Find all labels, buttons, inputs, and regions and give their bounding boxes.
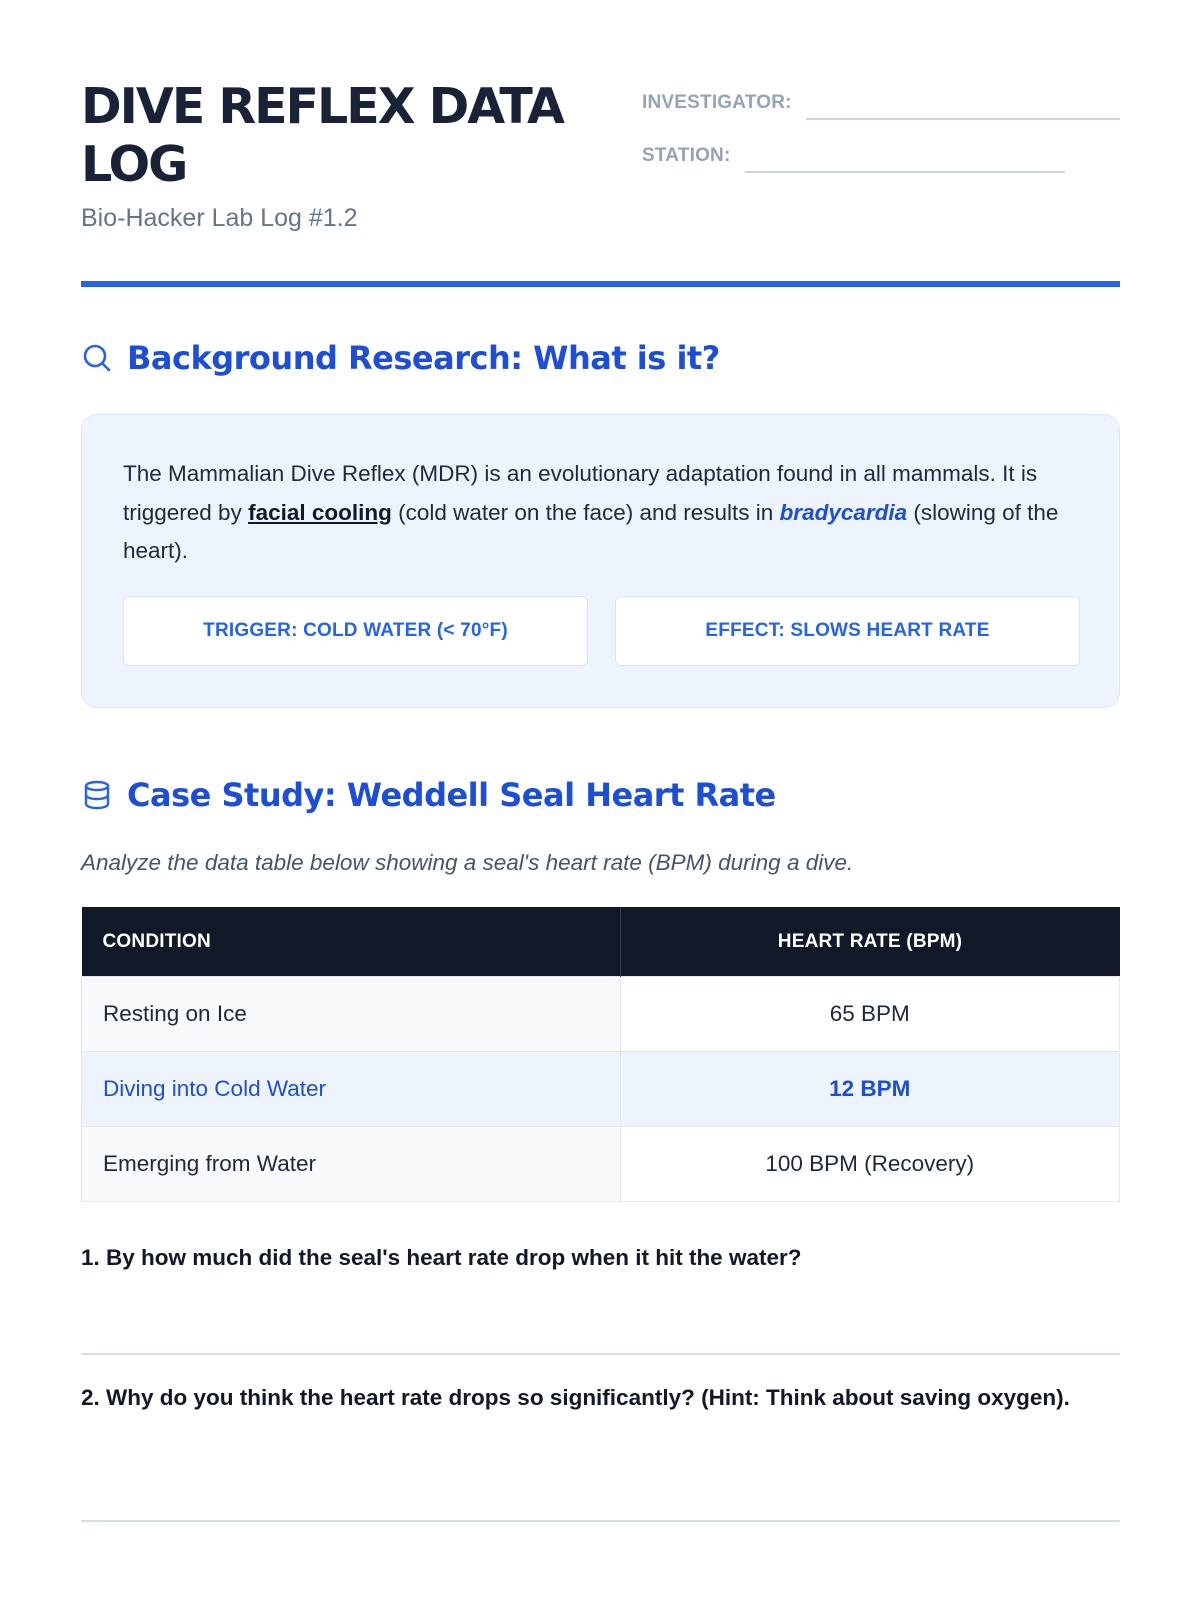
answer-line-1[interactable] <box>81 1353 1120 1355</box>
column-header-condition: CONDITION <box>82 907 621 977</box>
background-text-3: (slowing of the heart). <box>123 499 1059 563</box>
search-icon <box>81 342 113 374</box>
investigator-field[interactable] <box>806 88 1120 120</box>
cell-condition: Diving into Cold Water <box>82 1052 621 1127</box>
case-study-heading <box>81 776 776 814</box>
question-2: 2. Why do you think the heart rate drops so significantly? (Hint: Think about saving oxygen). <box>81 1385 1070 1410</box>
worksheet-page <box>81 0 1120 1410</box>
term-bradycardia: bradycardia <box>779 499 908 525</box>
station-row <box>642 139 1120 173</box>
cell-condition: Emerging from Water <box>82 1127 621 1202</box>
answer-line-2[interactable] <box>81 1520 1120 1522</box>
cell-heart-rate: 100 BPM (Recovery) <box>620 1127 1120 1202</box>
background-heading <box>81 339 720 377</box>
investigator-label: INVESTIGATOR: <box>642 92 792 113</box>
table-row-highlighted <box>82 1052 1120 1127</box>
cell-heart-rate: 65 BPM <box>620 977 1120 1052</box>
table-row <box>82 977 1120 1052</box>
heart-rate-table <box>81 907 1120 1202</box>
student-info-fields <box>642 86 1120 192</box>
background-text-2: (cold water on the face) and results in <box>391 499 780 525</box>
trigger-card: TRIGGER: COLD WATER (< 70°F) <box>123 596 588 666</box>
cell-heart-rate: 12 BPM <box>620 1052 1120 1127</box>
database-icon <box>81 779 113 811</box>
page-title: DIVE REFLEX DATA LOG <box>81 78 563 193</box>
investigator-row <box>642 86 1120 120</box>
column-header-heart-rate: HEART RATE (BPM) <box>620 907 1120 977</box>
case-study-heading-text: Case Study: Weddell Seal Heart Rate <box>127 776 776 814</box>
background-text-1: The Mammalian Dive Reflex (MDR) is an evolutionary adaptation found in all mammals. It is triggered by <box>123 461 1038 525</box>
effect-card: EFFECT: SLOWS HEART RATE <box>615 596 1080 666</box>
page-subtitle: Bio-Hacker Lab Log #1.2 <box>81 204 358 232</box>
background-heading-text: Background Research: What is it? <box>127 339 720 377</box>
header-divider <box>81 281 1120 287</box>
station-label: STATION: <box>642 145 731 166</box>
question-1: 1. By how much did the seal's heart rate drop when it hit the water? <box>81 1245 802 1270</box>
case-study-instruction: Analyze the data table below showing a seal's heart rate (BPM) during a dive. <box>81 850 854 875</box>
cell-condition: Resting on Ice <box>82 977 621 1052</box>
table-header-row <box>82 907 1120 977</box>
page-header <box>81 0 1120 288</box>
station-field[interactable] <box>745 141 1065 173</box>
background-info-box <box>81 414 1120 708</box>
term-facial-cooling: facial cooling <box>248 499 392 525</box>
table-row <box>82 1127 1120 1202</box>
background-paragraph <box>123 455 1083 571</box>
